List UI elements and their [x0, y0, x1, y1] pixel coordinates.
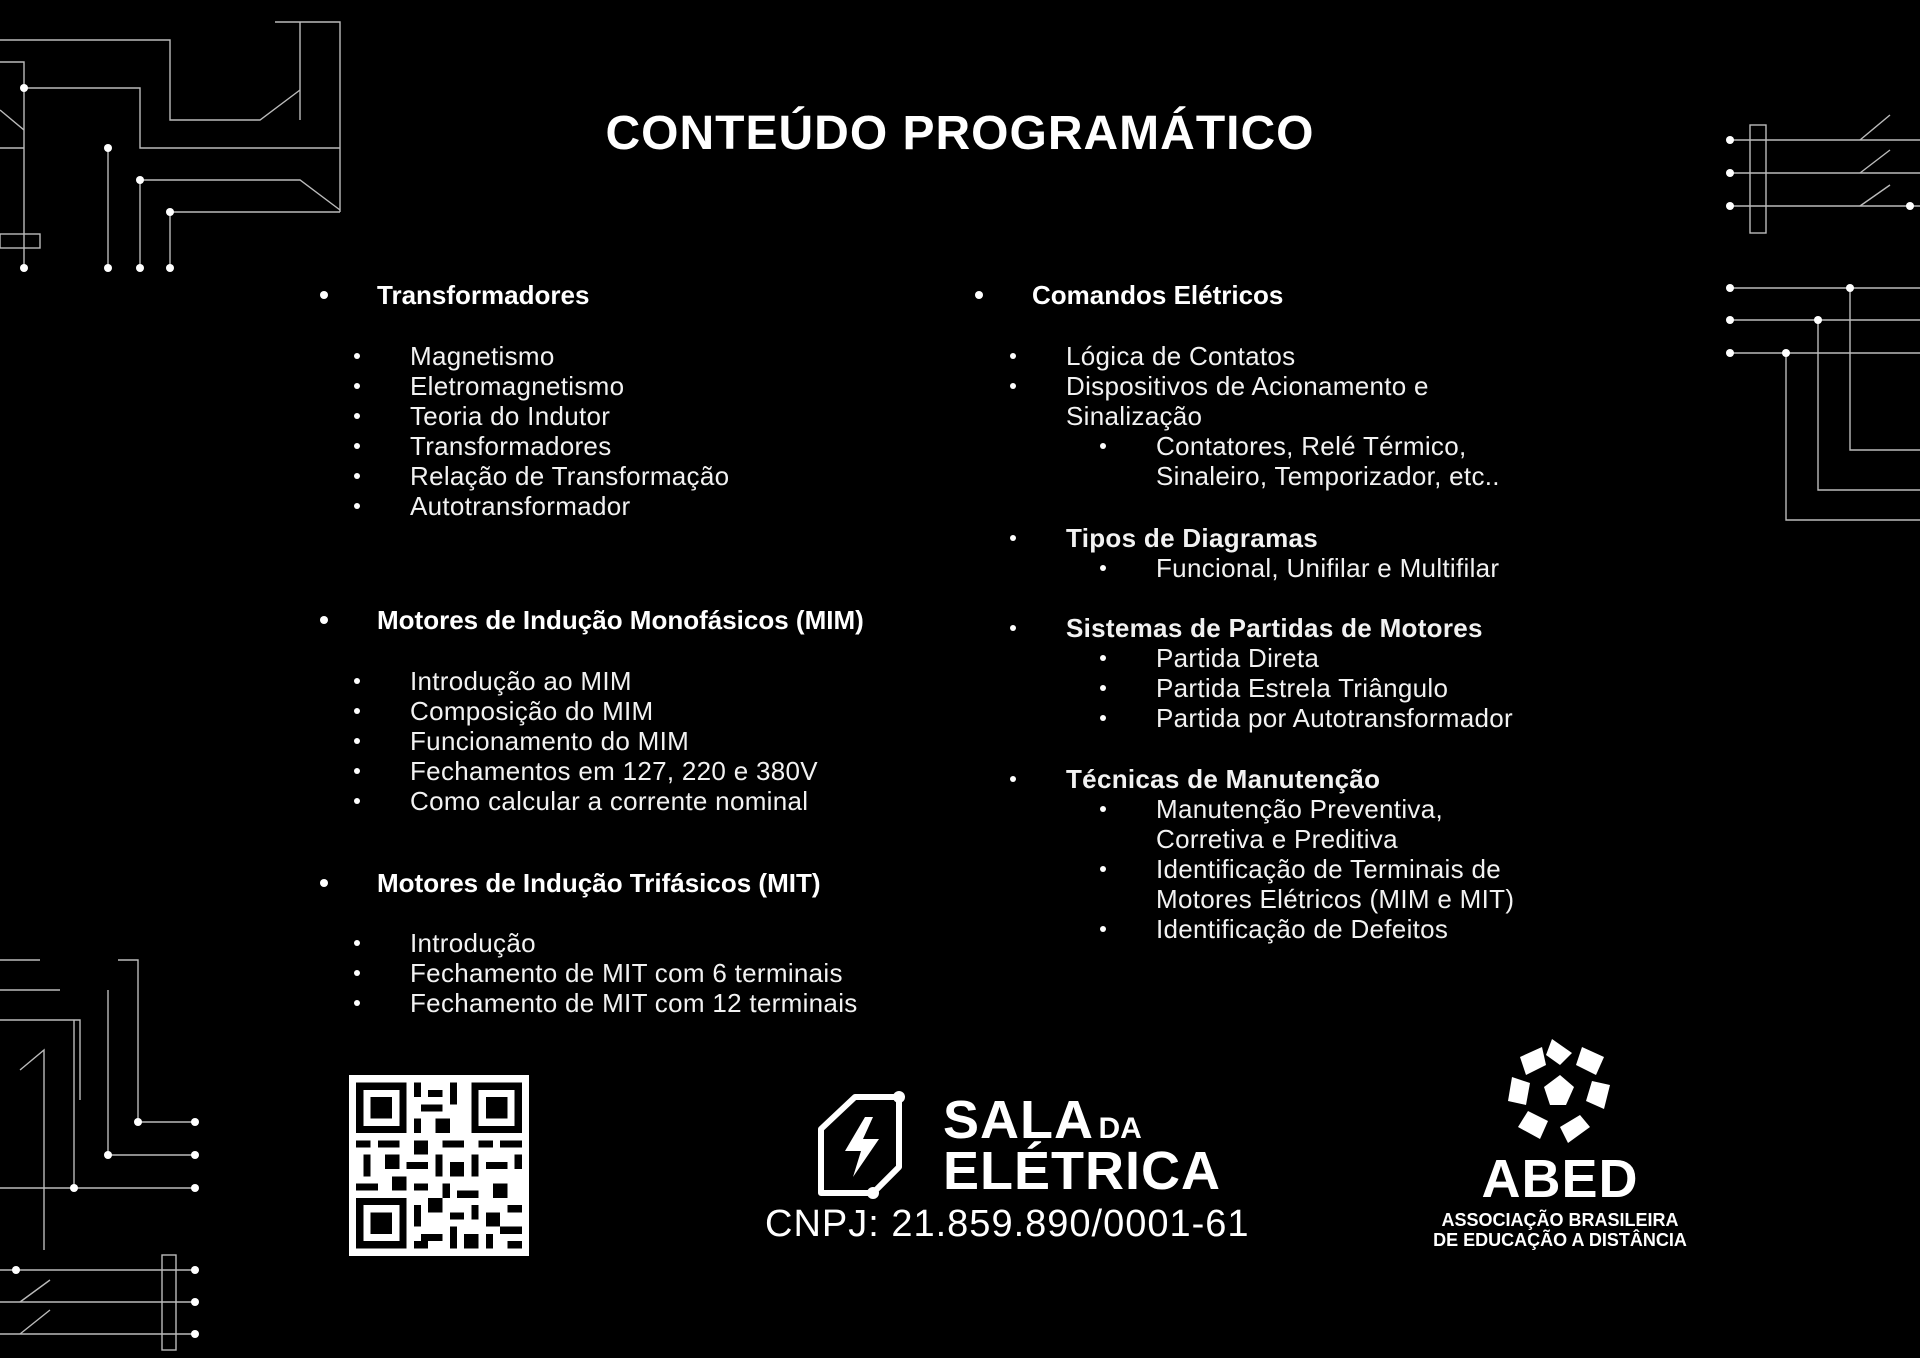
abed-line2: DE EDUCAÇÃO A DISTÂNCIA: [1433, 1230, 1687, 1250]
list-item: Eletromagnetismo: [410, 371, 729, 401]
section-heading: Motores de Indução Trifásicos (MIT): [377, 868, 821, 898]
mit-list: [410, 928, 858, 1018]
list-item: Relação de Transformação: [410, 461, 730, 491]
qr-code-graphic: [349, 1075, 529, 1256]
list-item: [1156, 854, 1746, 914]
item-line: Manutenção Preventiva,: [1156, 794, 1443, 824]
sub-line1: Contatores, Relé Térmico,: [1156, 431, 1467, 461]
list-item: Introdução ao MIM: [410, 666, 818, 696]
item-line: Corretiva e Preditiva: [1156, 824, 1398, 854]
bullet: [320, 879, 328, 887]
partidas-heading-list: [1066, 613, 1746, 643]
list-item: Transformadores: [410, 431, 729, 461]
item-line: Motores Elétricos (MIM e MIT): [1156, 884, 1515, 914]
tipos-list: [1156, 553, 1746, 583]
section-heading: Motores de Indução Monofásicos (MIM): [377, 605, 864, 635]
partidas-section: [918, 613, 1746, 733]
bullet: [975, 291, 983, 299]
brand-eletrica: ELÉTRICA: [943, 1141, 1221, 1201]
item-line: Identificação de Defeitos: [1156, 914, 1449, 944]
cnpj-text: CNPJ: 21.859.890/0001-61: [765, 1203, 1250, 1245]
list-item: Partida por Autotransformador: [1156, 703, 1746, 733]
transformadores-list: [410, 341, 729, 521]
list-item: Autotransformador: [410, 491, 729, 521]
section-transformadores: [320, 280, 1017, 310]
manutencao-section: [918, 764, 1746, 944]
dispositivos-sublist: [1156, 431, 1746, 491]
item-line: Identificação de Terminais de: [1156, 854, 1501, 884]
manutencao-heading: Técnicas de Manutenção: [1066, 764, 1381, 794]
partidas-heading: Sistemas de Partidas de Motores: [1066, 613, 1483, 643]
list-item: [1066, 613, 1746, 643]
brand-da: DA: [1098, 1112, 1142, 1145]
tipos-section: [918, 523, 1746, 583]
list-item: [1066, 523, 1746, 553]
list-item: Introdução: [410, 928, 858, 958]
abed-star-logo: [1500, 1035, 1620, 1147]
sub-line2: Sinaleiro, Temporizador, etc..: [1156, 461, 1500, 491]
tipos-heading: Tipos de Diagramas: [1066, 523, 1319, 553]
section-heading: Transformadores: [377, 280, 590, 310]
list-item: [1156, 794, 1746, 854]
section-comandos: [975, 280, 1712, 310]
manutencao-list: [1156, 794, 1746, 944]
list-item: [1066, 371, 1746, 431]
page-title: CONTEÚDO PROGRAMÁTICO: [605, 107, 1315, 160]
list-item: [1156, 431, 1746, 491]
list-item: Como calcular a corrente nominal: [410, 786, 818, 816]
list-item: Magnetismo: [410, 341, 729, 371]
abed-name: ABED: [1481, 1149, 1639, 1209]
list-item: Teoria do Indutor: [410, 401, 729, 431]
brand-sala: SALA: [943, 1090, 1094, 1150]
list-item: [1156, 914, 1746, 944]
circuit-decoration-bottom-left: [0, 950, 210, 1358]
list-item: Composição do MIM: [410, 696, 818, 726]
dispositivos-line1: Dispositivos de Acionamento e: [1066, 371, 1429, 401]
list-item: [1066, 764, 1746, 794]
brand-name: [943, 1090, 1221, 1201]
dispositivos-line2: Sinalização: [1066, 401, 1203, 431]
list-item: Fechamento de MIT com 6 terminais: [410, 958, 858, 988]
qr-code[interactable]: [349, 1075, 529, 1256]
list-item: Fechamentos em 127, 220 e 380V: [410, 756, 818, 786]
list-item: Lógica de Contatos: [1066, 341, 1746, 371]
partidas-list: [1156, 643, 1746, 733]
bullet: [320, 616, 328, 624]
lightning-chip-icon: [815, 1085, 915, 1200]
list-item: Fechamento de MIT com 12 terminais: [410, 988, 858, 1018]
mim-list: [410, 666, 818, 816]
section-mit: [320, 868, 1017, 898]
list-item: Funcional, Unifilar e Multifilar: [1156, 553, 1746, 583]
tipos-heading-list: [1066, 523, 1746, 553]
comandos-list: [1066, 341, 1746, 431]
list-item: Partida Estrela Triângulo: [1156, 673, 1746, 703]
abed-logo: [1430, 1035, 1690, 1250]
section-mim: [320, 605, 1017, 635]
abed-line1: ASSOCIAÇÃO BRASILEIRA: [1441, 1210, 1679, 1230]
list-item: Partida Direta: [1156, 643, 1746, 673]
bullet: [320, 291, 328, 299]
list-item: Funcionamento do MIM: [410, 726, 818, 756]
section-heading: Comandos Elétricos: [1032, 280, 1284, 310]
manutencao-heading-list: [1066, 764, 1746, 794]
comandos-items: [918, 341, 1746, 491]
